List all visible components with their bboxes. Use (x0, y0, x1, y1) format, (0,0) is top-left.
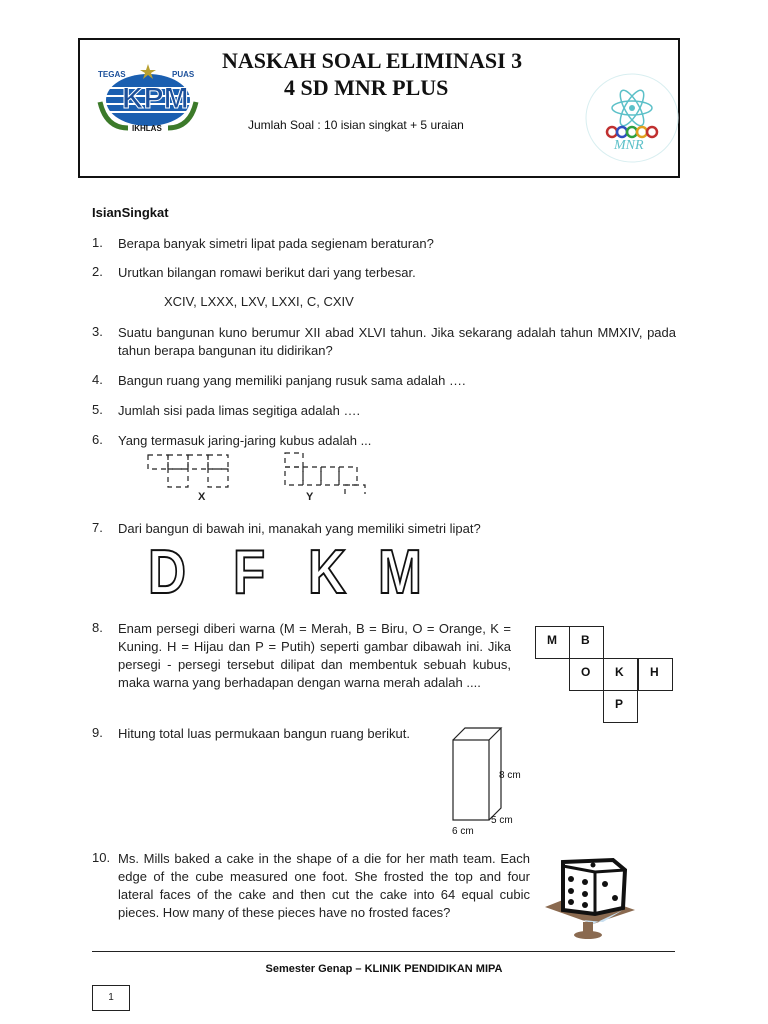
mnr-logo: MNR (582, 72, 682, 164)
question-8: Enam persegi diberi warna (M = Merah, B = Biru, O = Orange, K = Kuning. H = Hijau dan P = Putih) seperti gambar dibawah ini. Jika persegi - persegi tersebut dilipat dan membentuk sebuah kubus, maka warna yang berhadapan dengan warna merah adalah .... (118, 621, 511, 690)
page-number: 1 (92, 985, 130, 1011)
question-9: Hitung total luas permukaan bangun ruang berikut. (118, 726, 410, 741)
roman-numerals: XCIV, LXXX, LXV, LXXI, C, CXIV (164, 294, 354, 309)
letter-m: M (378, 538, 422, 607)
question-7: Dari bangun di bawah ini, manakah yang memiliki simetri lipat? (118, 521, 481, 536)
question-10: Ms. Mills baked a cake in the shape of a die for her math team. Each edge of the cube measured one foot. She frosted the top and four lateral faces of the cake and then cut the cake into 64 equal cubic pieces. How many of these pieces have no frosted faces? (118, 851, 530, 920)
footer-text: Semester Genap – KLINIK PENDIDIKAN MIPA (265, 963, 503, 975)
dice-cake-icon (543, 852, 638, 942)
letter-d: D (148, 538, 187, 607)
question-5: Jumlah sisi pada limas segitiga adalah …. (118, 403, 361, 418)
title-line-1: NASKAH SOAL ELIMINASI 3 (222, 48, 523, 73)
cube-nets-figure (145, 452, 385, 494)
dim-depth: 5 cm (491, 815, 513, 826)
footer-divider (92, 951, 675, 952)
question-6: Yang termasuk jaring-jaring kubus adalah ... (118, 433, 372, 448)
letter-f: F (233, 538, 266, 607)
net-label-x: X (198, 491, 206, 503)
question-4: Bangun ruang yang memiliki panjang rusuk sama adalah …. (118, 373, 466, 388)
question-2: Urutkan bilangan romawi berikut dari yang terbesar. (118, 265, 416, 280)
question-3: Suatu bangunan kuno berumur XII abad XLVI tahun. Jika sekarang adalah tahun MMXIV, pada tahun berapa bangunan itu didirikan? (118, 325, 676, 358)
letter-k: K (308, 538, 347, 607)
net-label-y: Y (306, 491, 314, 503)
dim-height: 8 cm (499, 770, 521, 781)
question-count: Jumlah Soal : 10 isian singkat + 5 uraian (248, 118, 464, 132)
dim-width: 6 cm (452, 826, 474, 837)
question-1: Berapa banyak simetri lipat pada segienam beraturan? (118, 236, 434, 251)
kpm-logo: KPM TEGAS PUAS IKHLAS (92, 62, 204, 134)
section-title: IsianSingkat (92, 205, 169, 220)
exam-page: KPM TEGAS PUAS IKHLAS NASKAH SOAL ELIMINASI 3 4 SD MNR PLUS Jumlah Soal : 10 isian singkat + 5 uraian MNR IsianSingkat 1. Berapa banyak simetri lipat pada segienam beraturan? 2. Urutkan bilangan romawi berikut dari yang terbesar. XCIV, LXXX, LXV, LXXI, C, CXIV 3. Suatu bangunan kuno berumur XII abad XLVI tahun. Jika sekarang adalah tahun MMXIV, pada tahun berapa bangunan itu didirikan? 4. Bangun ruang yang memiliki panjang rusuk sama adalah …. 5. Jumlah sisi pada limas segitiga adalah …. 6. Yang termasuk jaring-jaring kubus adalah ... X Y 7. Dari bangun di bawah ini, manakah yang memiliki simetri lipat? D F K M 8. Enam persegi diberi warna (M = Merah, B = Biru, O = Orange, K = Kuning. H = Hijau dan P = Putih) seperti gambar dibawah ini. Jika persegi - persegi tersebut dilipat dan membentuk sebuah kubus, maka warna yang berhadapan dengan warna merah adalah .... M B O K H P 9. Hitung total luas permukaan bangun ruang berikut. 8 cm 5 cm 6 cm 10. Ms. Mills baked a cake in the shape of a die for her math team. Each edge of the cube measured one foot. She frosted the top and four lateral faces of the cake and then cut the cake into 64 equal cubic pieces. How many of these pieces have no frosted faces? Semester Genap – KLINIK PENDIDIKAN MIPA 1 (0, 0, 768, 1024)
title-line-2: 4 SD MNR PLUS (284, 75, 449, 100)
